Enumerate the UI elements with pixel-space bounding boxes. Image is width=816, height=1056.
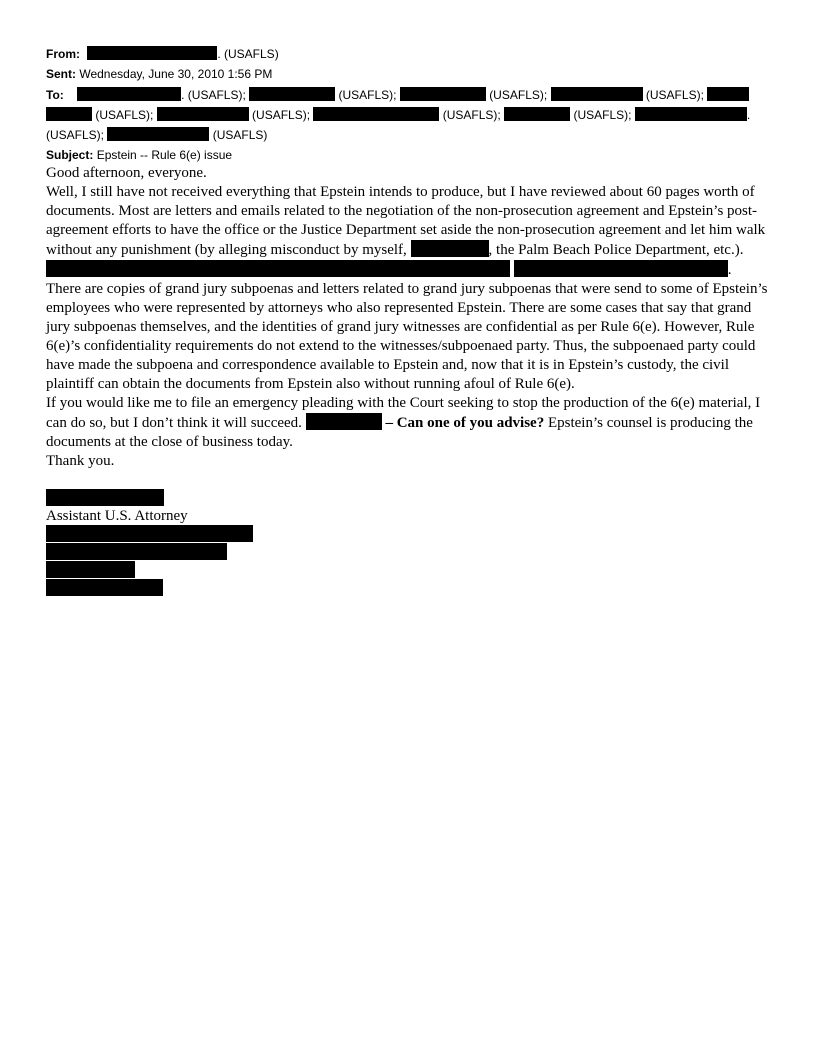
paragraph-3-text-b: Epstein’s counsel is producing the documents at the close of business today. [46, 415, 753, 450]
redaction-block [306, 413, 382, 430]
recipient-suffix: (USAFLS); [252, 108, 311, 122]
recipient-suffix: (USAFLS); [489, 88, 548, 102]
paragraph-3 [46, 394, 774, 452]
to-line-2 [46, 105, 750, 125]
paragraph-2: There are copies of grand jury subpoenas and letters related to grand jury subpoenas that were send to some of Epstein’s employees who were represented by attorneys who also represented Epstein. There are some cases that say that grand jury subpoenas themselves, and the identities of grand jury witnesses are confidential as per Rule 6(e). However, Rule 6(e)’s confidentiality requirements do not extend to the witnesses/subpoenaed party. Thus, the subpoenaed party could have made the subpoena and correspondence available to Epstein and, now that it is in Epstein’s custody, the civil plaintiff can obtain the documents from Epstein also without running afoul of Rule 6(e). [46, 281, 768, 392]
redaction-block [504, 107, 570, 121]
from-line [46, 44, 279, 64]
recipient-suffix: (USAFLS); [338, 88, 397, 102]
signature-redaction-1 [46, 525, 253, 542]
recipient-suffix: (USAFLS) [212, 128, 268, 142]
signature-redaction-3 [46, 561, 135, 578]
signature-redaction-4 [46, 579, 163, 596]
subject-label: Subject: [46, 148, 94, 162]
redaction-block [87, 46, 217, 60]
sent-label: Sent: [46, 67, 76, 81]
subject-line [46, 145, 232, 165]
redaction-block [707, 87, 749, 101]
to-line-3 [46, 125, 267, 145]
paragraph-3-text-a: If you would like me to file an emergency pleading with the Court seeking to stop the production of the 6(e) material, I can do so, but I don’t think it will succeed. [46, 395, 761, 431]
closing: Thank you. [46, 453, 115, 469]
signature-title: Assistant U.S. Attorney [46, 508, 188, 524]
redaction-block [411, 240, 489, 257]
paragraph-1-text-b: , the Palm Beach Police Department, etc.). [488, 242, 744, 258]
redaction-block [77, 87, 181, 101]
redaction-block [551, 87, 643, 101]
recipient-suffix: (USAFLS); [573, 108, 632, 122]
redaction-block [249, 87, 335, 101]
paragraph-1-text-c: . [727, 262, 732, 278]
signature-name-redaction [46, 489, 164, 506]
from-suffix: . (USAFLS) [217, 47, 279, 61]
sent-value: Wednesday, June 30, 2010 1:56 PM [79, 67, 273, 81]
redaction-block [514, 260, 728, 277]
sent-line [46, 64, 272, 84]
from-label: From: [46, 47, 80, 61]
redaction-block [46, 260, 510, 277]
recipient-suffix: (USAFLS); [645, 88, 704, 102]
email-body [46, 164, 774, 471]
recipient-suffix: . [746, 108, 751, 122]
redaction-block [400, 87, 486, 101]
redaction-block [157, 107, 249, 121]
to-line-1 [46, 85, 749, 105]
redaction-block [107, 127, 209, 141]
subject-value: Epstein -- Rule 6(e) issue [96, 148, 233, 162]
redaction-block [313, 107, 439, 121]
recipient-suffix: . (USAFLS); [181, 88, 246, 102]
to-label: To: [46, 88, 64, 102]
paragraph-1 [46, 183, 774, 280]
redaction-block [46, 107, 92, 121]
recipient-suffix: (USAFLS); [95, 108, 154, 122]
recipient-suffix: (USAFLS); [46, 128, 105, 142]
redaction-block [635, 107, 747, 121]
greeting: Good afternoon, everyone. [46, 165, 207, 181]
signature-redaction-2 [46, 543, 227, 560]
paragraph-1-text-a: Well, I still have not received everything that Epstein intends to produce, but I have reviewed about 60 pages worth of documents. Most are letters and emails related to the negotiation of the non-prosecution agreement and Epstein’s post-agreement efforts to have the office or the Justice Department set aside the non-prosecution agreement and let him walk without any punishment (by alleging misconduct by myself, [46, 184, 766, 258]
paragraph-3-bold: – Can one of you advise? [381, 415, 545, 431]
recipient-suffix: (USAFLS); [442, 108, 501, 122]
